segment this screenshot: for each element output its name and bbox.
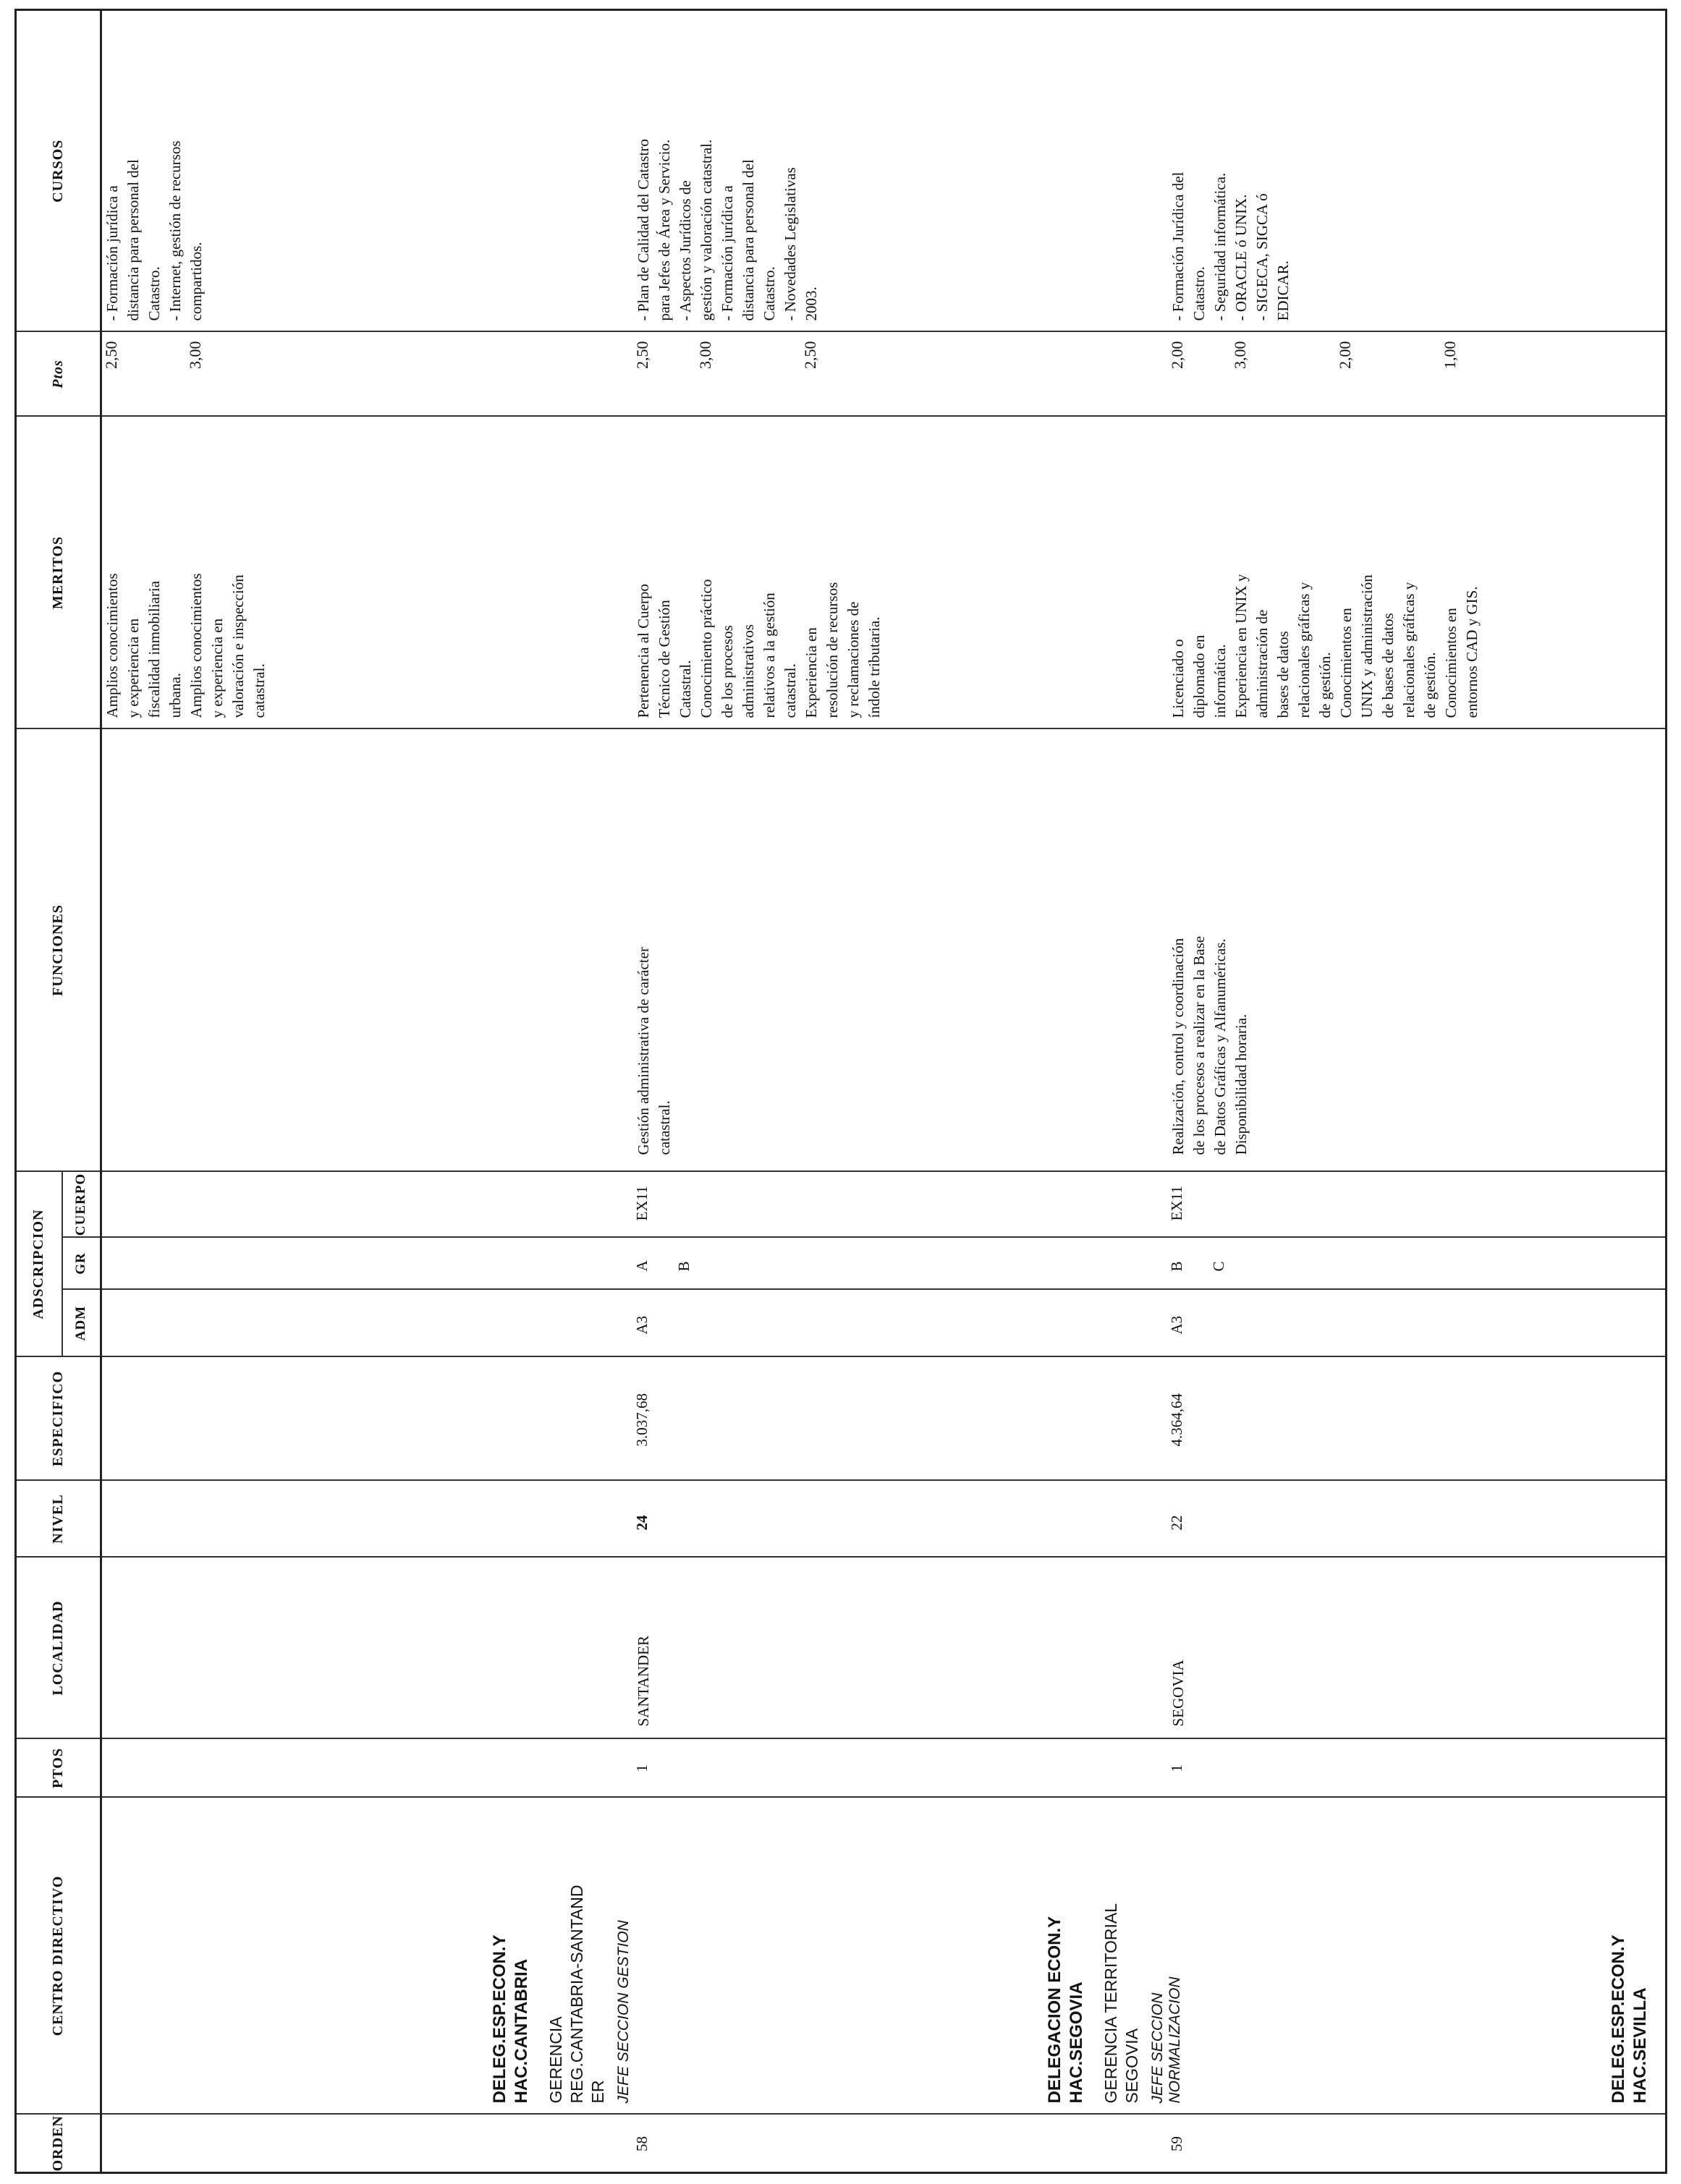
cuerpo-59: EX11 — [1168, 1186, 1185, 1221]
merito-58-2-l2: de los procesos — [719, 625, 736, 718]
merito-58-2-l5: catastral. — [782, 663, 799, 718]
gerencia-segovia-1: GERENCIA TERRITORIAL — [1101, 1903, 1120, 2104]
col-meritos — [101, 417, 1667, 729]
col-adm — [101, 1290, 1667, 1357]
cuerpo-58: EX11 — [633, 1186, 651, 1221]
puesto-59-2: NORMALIZACION — [1166, 1976, 1183, 2104]
merito-58-3-l1: Experiencia en — [803, 627, 820, 718]
curso-58-6: distancia para personal del — [740, 159, 757, 321]
curso-58-2: para Jefes de Área y Servicio. — [656, 139, 673, 321]
pts-a2: 3,00 — [186, 341, 204, 369]
funciones-58-2: catastral. — [656, 1100, 673, 1155]
nivel-59: 22 — [1168, 1515, 1185, 1531]
curso-58-1: - Plan de Calidad del Catastro — [635, 139, 652, 321]
deleg-segovia-1: DELEGACION ECON.Y — [1045, 1916, 1064, 2104]
header-orden: ORDEN — [16, 2115, 101, 2173]
merito-58-1-l1: Pertenencia al Cuerpo — [635, 584, 652, 718]
gr-59-c: C — [1210, 1261, 1227, 1272]
merito-59-2-l2: administración de — [1253, 609, 1271, 718]
nivel-58: 24 — [633, 1515, 651, 1531]
funciones-59-3: de Datos Gráficas y Alfanuméricas. — [1211, 938, 1229, 1155]
col-gr — [101, 1238, 1667, 1290]
merito-59-4-l1: Conocimientos en — [1442, 608, 1460, 718]
merito-59-2-l5: de gestión. — [1316, 652, 1334, 718]
puesto-58: JEFE SECCION GESTION — [615, 1920, 632, 2104]
merito-58-1-l2: Técnico de Gestión — [656, 600, 673, 718]
funciones-59-4: Disponibilidad horaria. — [1232, 1014, 1250, 1155]
col-orden — [101, 2115, 1667, 2173]
curso-59-4: - ORACLE ó UNIX. — [1232, 194, 1250, 321]
especifico-59: 4.364,64 — [1168, 1393, 1185, 1447]
header-adm: ADM — [62, 1290, 101, 1357]
adm-59: A3 — [1168, 1315, 1185, 1335]
header-ptos-merito: Ptos — [16, 332, 101, 417]
col-cuerpo — [101, 1172, 1667, 1238]
gerencia-cantabria-3: ER — [588, 2080, 607, 2104]
col-localidad — [101, 1558, 1667, 1739]
gr-58-b: B — [675, 1261, 693, 1272]
merito-58-2-l4: relativos a la gestión — [761, 592, 778, 718]
merito-59-1-l2: diplomado en — [1190, 634, 1208, 718]
deleg-sevilla-2: HAC.SEVILLA — [1630, 1987, 1650, 2104]
merito-a2-l1: Amplios conocimientos — [187, 573, 205, 718]
deleg-sevilla-1: DELEG.ESP.ECON.Y — [1609, 1934, 1628, 2104]
header-meritos: MERITOS — [16, 417, 101, 729]
merito-a1-l3: fiscalidad inmobiliaria — [145, 580, 163, 718]
curso-58-4: gestión y valoración catastral. — [698, 139, 715, 321]
header-funciones: FUNCIONES — [16, 729, 101, 1172]
funciones-59-1: Realización, control y coordinación — [1169, 938, 1187, 1155]
curso-59-5: - SIGECA, SIGCA ó — [1253, 193, 1271, 321]
header-especifico: ESPECIFICO — [16, 1357, 101, 1481]
pts-58-3: 2,50 — [801, 341, 819, 369]
merito-59-3-l1: Conocimientos en — [1337, 608, 1355, 718]
header-cursos: CURSOS — [16, 10, 101, 332]
localidad-59: SEGOVIA — [1169, 1660, 1187, 1727]
gerencia-cantabria-2: REG.CANTABRIA-SANTAND — [567, 1885, 586, 2104]
pts-58-2: 3,00 — [696, 341, 714, 369]
merito-a1-l1: Amplios conocimientos — [103, 573, 121, 718]
header-nivel: NIVEL — [16, 1481, 101, 1558]
merito-a2-l4: catastral. — [250, 663, 268, 718]
curso-59-6: EDICAR. — [1274, 260, 1292, 321]
merito-a1-l4: urbana. — [166, 673, 184, 718]
col-funciones — [101, 729, 1667, 1172]
curso-a-1: - Formación jurídica a — [103, 185, 121, 321]
merito-58-3-l3: y reclamaciones de — [844, 601, 862, 718]
gerencia-segovia-2: SEGOVIA — [1122, 2028, 1141, 2104]
merito-59-4-l2: entornos CAD y GIS. — [1463, 586, 1481, 718]
pts-59-1: 2,00 — [1168, 341, 1186, 369]
orden-58: 58 — [633, 2136, 651, 2151]
col-nivel — [101, 1481, 1667, 1558]
curso-a-5: compartidos. — [187, 242, 205, 321]
col-cursos — [101, 10, 1667, 332]
merito-58-1-l3: Catastral. — [677, 660, 694, 718]
merito-59-2-l4: relacionales gráficas y — [1295, 582, 1313, 718]
pts-59-4: 1,00 — [1441, 341, 1459, 369]
puesto-59-1: JEFE SECCION — [1149, 1992, 1166, 2104]
header-adscripcion: ADSCRIPCION — [16, 1172, 62, 1357]
deleg-cantabria-1: DELEG.ESP.ECON.Y — [490, 1934, 509, 2104]
header-ptos: PTOS — [16, 1739, 101, 1798]
gerencia-cantabria-1: GERENCIA — [546, 2016, 565, 2104]
deleg-segovia-2: HAC.SEGOVIA — [1067, 1981, 1086, 2104]
gr-59-b: B — [1168, 1261, 1185, 1272]
curso-59-2: Catastro. — [1190, 266, 1208, 321]
positions-table — [14, 9, 1667, 2174]
header-localidad: LOCALIDAD — [16, 1558, 101, 1739]
merito-59-3-l3: de bases de datos — [1379, 613, 1397, 718]
curso-58-3: - Aspectos Jurídicos de — [677, 180, 694, 321]
curso-a-2: distancia para personal del — [124, 159, 142, 321]
funciones-59-2: de los procesos a realizar en la Base — [1190, 935, 1208, 1155]
merito-59-1-l1: Licenciado o — [1169, 639, 1187, 718]
merito-58-2-l1: Conocimiento práctico — [698, 579, 715, 718]
localidad-58: SANTANDER — [635, 1636, 652, 1727]
deleg-cantabria-2: HAC.CANTABRIA — [512, 1958, 531, 2104]
merito-59-3-l2: UNIX y administración — [1358, 574, 1376, 718]
merito-a2-l2: y experiencia en — [208, 618, 226, 718]
merito-a1-l2: y experiencia en — [124, 618, 142, 718]
curso-58-7: Catastro. — [761, 266, 778, 321]
especifico-58: 3.037,68 — [633, 1393, 651, 1447]
curso-58-8: - Novedades Legislativas — [782, 167, 799, 321]
merito-59-3-l5: de gestión. — [1421, 652, 1439, 718]
merito-58-3-l2: resolución de recursos — [823, 582, 841, 718]
merito-58-3-l4: índole tributaria. — [865, 616, 883, 718]
funciones-58-1: Gestión administrativa de carácter — [635, 947, 652, 1155]
col-especifico — [101, 1357, 1667, 1481]
gr-58-a: A — [633, 1260, 651, 1272]
merito-59-2-l3: bases de datos — [1274, 631, 1292, 718]
col-ptos — [101, 1739, 1667, 1798]
pts-59-3: 2,00 — [1336, 341, 1354, 369]
col-ptos-merito — [101, 332, 1667, 417]
curso-59-3: - Seguridad informática. — [1211, 172, 1229, 321]
merito-a2-l3: valoración e inspección — [229, 574, 247, 718]
pts-a1: 2,50 — [102, 341, 120, 369]
curso-59-1: - Formación Jurídica del — [1169, 171, 1187, 321]
pts-59-2: 3,00 — [1231, 341, 1249, 369]
header-gr: GR — [62, 1238, 101, 1290]
orden-59: 59 — [1168, 2136, 1185, 2151]
ptos-58: 1 — [633, 1764, 651, 1772]
ptos-59: 1 — [1168, 1764, 1185, 1772]
merito-59-1-l3: informática. — [1211, 644, 1229, 718]
header-cuerpo: CUERPO — [62, 1172, 101, 1238]
curso-58-5: - Formación jurídica a — [719, 185, 736, 321]
curso-58-9: 2003. — [803, 286, 820, 321]
curso-a-3: Catastro. — [145, 266, 163, 321]
merito-58-2-l3: administrativos — [740, 624, 757, 718]
merito-59-3-l4: relacionales gráficas y — [1400, 582, 1418, 718]
pts-58-1: 2,50 — [633, 341, 651, 369]
header-centro-directivo: CENTRO DIRECTIVO — [16, 1798, 101, 2115]
curso-a-4: - Internet, gestión de recursos — [166, 140, 184, 321]
adm-58: A3 — [633, 1315, 651, 1335]
merito-59-2-l1: Experiencia en UNIX y — [1232, 574, 1250, 718]
col-centro-directivo — [101, 1798, 1667, 2115]
